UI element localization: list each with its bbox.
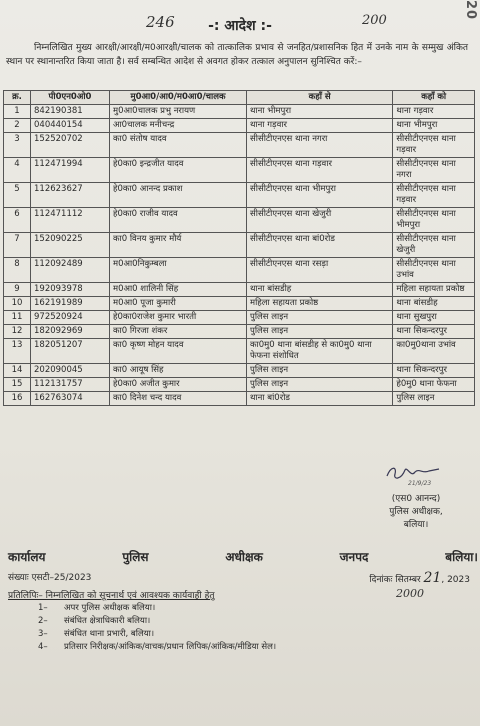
cell-pno: 040440154 (31, 119, 110, 133)
office-word: जनपद (339, 550, 369, 564)
cell-pno: 842190381 (31, 105, 110, 119)
cell-name: म0आ0निकुम्बला (110, 258, 247, 283)
cell-name: मु0आ0चालक प्रभु नरायण (110, 105, 247, 119)
reference-date-label: दिनांकः सितम्बर (369, 575, 421, 585)
signature-date: 21/9/23 (408, 480, 432, 487)
copy-item-text: प्रतिसार निरीक्षक/आंकिक/वाचक/प्रधान लिपिक/आंकिक/मीडिया सेल। (64, 642, 277, 652)
cell-pno: 162191989 (31, 297, 110, 311)
copy-item-number: 3– (38, 629, 48, 639)
table-row (4, 364, 475, 378)
cell-to: पुलिस लाइन (393, 392, 475, 406)
office-word: अधीक्षक (225, 550, 263, 564)
cell-pno: 112471994 (31, 158, 110, 183)
cell-to: हे0मु0 थाना फेफना (393, 378, 475, 392)
cell-to: सीसीटीएनएस थाना नगरा (393, 158, 475, 183)
cell-name: का0 संतोष यादव (110, 133, 247, 158)
cell-to: थाना सुखपुरा (393, 311, 475, 325)
cell-name: म0आ0 शालिनी सिंह (110, 283, 247, 297)
col-header-from: कहाँ से (247, 91, 393, 105)
cell-pno: 162763074 (31, 392, 110, 406)
cell-from: सीसीटीएनएस थाना खेजुरी (247, 208, 393, 233)
signature-block (360, 493, 472, 532)
table-row (4, 133, 475, 158)
cell-name: का0 विनय कुमार मौर्य (110, 233, 247, 258)
cell-from: थाना बां0रोड (247, 392, 393, 406)
cell-from: सीसीटीएनएस थाना नगरा (247, 133, 393, 158)
order-title: -: आदेश :- (208, 18, 272, 34)
copy-list-item (38, 628, 276, 641)
cell-pno: 112131757 (31, 378, 110, 392)
cell-name: का0 गिरजा शंकर (110, 325, 247, 339)
signatory-designation: पुलिस अधीक्षक, (389, 507, 443, 517)
cell-name: हे0का0 अजीत कुमार (110, 378, 247, 392)
cell-to: सीसीटीएनएस थाना भीमपुरा (393, 208, 475, 233)
cell-pno: 112092489 (31, 258, 110, 283)
office-word: बलिया। (445, 550, 478, 564)
col-header-serial: क्र. (4, 91, 31, 105)
cell-serial: 8 (4, 258, 31, 283)
cell-pno: 202090045 (31, 364, 110, 378)
cell-name: का0 कृष्ण मोहन यादव (110, 339, 247, 364)
table-row (4, 311, 475, 325)
cell-name: का0 दिनेश चन्द यादव (110, 392, 247, 406)
cell-from: सीसीटीएनएस थाना गड़वार (247, 158, 393, 183)
col-header-to: कहाँ को (393, 91, 475, 105)
reference-number: संख्याः एसटी–25/2023 (8, 573, 92, 583)
col-header-name: मु0आ0/आ0/म0आ0/चालक (110, 91, 247, 105)
cell-name: का0 आयूष सिंह (110, 364, 247, 378)
cell-from: पुलिस लाइन (247, 311, 393, 325)
cell-to: सीसीटीएनएस थाना गड़वार (393, 133, 475, 158)
cell-pno: 192093978 (31, 283, 110, 297)
office-word: पुलिस (122, 550, 149, 564)
cell-from: पुलिस लाइन (247, 378, 393, 392)
cell-to: थाना भीमपुरा (393, 119, 475, 133)
cell-serial: 6 (4, 208, 31, 233)
handwritten-count: 246 (146, 13, 175, 31)
cell-serial: 16 (4, 392, 31, 406)
copy-list-item (38, 615, 276, 628)
table-row (4, 183, 475, 208)
cell-from: थाना गड़वार (247, 119, 393, 133)
transfer-table (3, 90, 475, 406)
cell-from: थाना भीमपुरा (247, 105, 393, 119)
signatory-place: बलिया। (403, 520, 429, 530)
cell-from: महिला सहायता प्रकोष्ठ (247, 297, 393, 311)
order-intro-text: निम्नलिखित मुख्य आरक्षी/आरक्षी/म0आरक्षी/चालक को तात्कालिक प्रभाव से जनहित/प्रशासनिक हित में उनके नाम के सम्मुख अंकित स्थान पर स्थानान्तरित किया जाता है। सर्व सम्बन्धित आदेश से अवगत होकर तत्काल अनुपालन सुनिश्चित करें:– (6, 43, 468, 67)
cell-to: थाना गड़वार (393, 105, 475, 119)
cell-serial: 2 (4, 119, 31, 133)
copy-title: प्रतिलिपिः– निम्नलिखित को सूचनार्थ एवं आवश्यक कार्यवाही हेतु (8, 591, 215, 601)
table-row (4, 339, 475, 364)
copy-item-number: 2– (38, 616, 48, 626)
copy-list-item (38, 641, 276, 654)
cell-serial: 11 (4, 311, 31, 325)
cell-name: हे0का0 इन्द्रजीत यादव (110, 158, 247, 183)
office-word: कार्यालय (8, 550, 46, 564)
cell-from: पुलिस लाइन (247, 325, 393, 339)
cell-to: महिला सहायता प्रकोष्ठ (393, 283, 475, 297)
cell-from: सीसीटीएनएस थाना रसड़ा (247, 258, 393, 283)
table-row (4, 208, 475, 233)
reference-date-day: 21 (423, 570, 442, 586)
table-row (4, 158, 475, 183)
cell-pno: 182051207 (31, 339, 110, 364)
handwritten-number: 200 (362, 13, 387, 28)
cell-pno: 112471112 (31, 208, 110, 233)
table-row (4, 258, 475, 283)
reference-date (369, 570, 470, 586)
cell-serial: 10 (4, 297, 31, 311)
side-page-number: 20 (463, 0, 478, 21)
cell-serial: 15 (4, 378, 31, 392)
cell-from: का0मु0 थाना बांसडीह से का0मु0 थाना फेफना संशोधित (247, 339, 393, 364)
copy-item-text: संबंधित क्षेत्राधिकारी बलिया। (64, 616, 151, 626)
cell-serial: 13 (4, 339, 31, 364)
cell-name: हे0का0 आनन्द प्रकाश (110, 183, 247, 208)
reference-date-year: , 2023 (441, 575, 470, 585)
table-header-row (4, 91, 475, 105)
cell-to: थाना सिकन्दरपुर (393, 325, 475, 339)
table-row (4, 325, 475, 339)
table-row (4, 297, 475, 311)
cell-from: थाना बांसडीह (247, 283, 393, 297)
table-row (4, 233, 475, 258)
cell-serial: 7 (4, 233, 31, 258)
cell-from: पुलिस लाइन (247, 364, 393, 378)
cell-serial: 5 (4, 183, 31, 208)
copy-list-item (38, 602, 276, 615)
cell-name: हे0का0 राजीव यादव (110, 208, 247, 233)
cell-pno: 152520702 (31, 133, 110, 158)
cell-serial: 1 (4, 105, 31, 119)
copy-item-number: 1– (38, 603, 48, 613)
cell-serial: 9 (4, 283, 31, 297)
cell-pno: 972520924 (31, 311, 110, 325)
table-row (4, 283, 475, 297)
cell-serial: 3 (4, 133, 31, 158)
cell-to: सीसीटीएनएस थाना खेजुरी (393, 233, 475, 258)
reference-line (8, 570, 470, 586)
table-row (4, 119, 475, 133)
cell-serial: 4 (4, 158, 31, 183)
handwritten-copy-count: 2000 (396, 587, 424, 600)
col-header-pno: पी0एन0ओ0 (31, 91, 110, 105)
cell-pno: 182092969 (31, 325, 110, 339)
cell-serial: 14 (4, 364, 31, 378)
cell-pno: 112623627 (31, 183, 110, 208)
copy-item-number: 4– (38, 642, 48, 652)
cell-name: म0आ0 पूजा कुमारी (110, 297, 247, 311)
cell-pno: 152090225 (31, 233, 110, 258)
cell-name: आ0चालक मनीचन्द्र (110, 119, 247, 133)
table-row (4, 105, 475, 119)
table-row (4, 378, 475, 392)
office-line (8, 548, 478, 565)
cell-to: सीसीटीएनएस थाना उभांव (393, 258, 475, 283)
cell-from: सीसीटीएनएस थाना भीमपुरा (247, 183, 393, 208)
copy-list (38, 602, 276, 654)
cell-to: थाना बांसडीह (393, 297, 475, 311)
cell-to: का0मु0थाना उभांव (393, 339, 475, 364)
cell-to: थाना सिकन्दरपुर (393, 364, 475, 378)
copy-item-text: संबंधित थाना प्रभारी, बलिया। (64, 629, 155, 639)
copy-item-text: अपर पुलिस अधीक्षक बलिया। (64, 603, 156, 613)
signatory-name: (एस0 आनन्द) (391, 494, 441, 504)
table-row (4, 392, 475, 406)
cell-from: सीसीटीएनएस थाना बां0रोड (247, 233, 393, 258)
cell-name: हे0का0राजेश कुमार भारती (110, 311, 247, 325)
cell-serial: 12 (4, 325, 31, 339)
cell-to: सीसीटीएनएस थाना गड़वार (393, 183, 475, 208)
